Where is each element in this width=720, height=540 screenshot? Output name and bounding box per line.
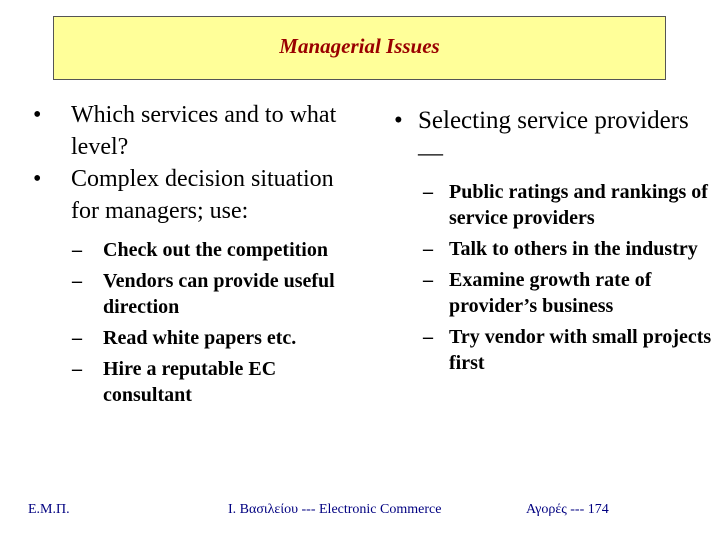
left-column — [32, 99, 352, 413]
dash-marker: – — [72, 358, 82, 380]
bullet-item — [32, 163, 352, 227]
bullet-marker: • — [394, 107, 403, 134]
sub-item — [72, 237, 352, 263]
bullet-item — [393, 104, 713, 170]
dash-marker: – — [423, 181, 433, 203]
sub-item — [72, 268, 352, 320]
slide-title-box — [53, 16, 666, 80]
dash-marker: – — [423, 238, 433, 260]
bullet-marker: • — [33, 166, 42, 192]
sub-item-text: Hire a reputable EC consultant — [103, 358, 277, 406]
sub-list — [72, 237, 352, 408]
sub-item — [423, 179, 713, 231]
sub-item — [423, 267, 713, 319]
slide-title: Managerial Issues — [279, 33, 440, 58]
sub-item-text: Vendors can provide useful direction — [103, 270, 335, 318]
dash-marker: – — [423, 269, 433, 291]
footer-author-course: Ι. Βασιλείου --- Electronic Commerce — [228, 502, 442, 517]
dash-marker: – — [72, 270, 82, 292]
bullet-text: Complex decision situation for managers; use: — [71, 166, 334, 224]
sub-item-text: Public ratings and rankings of service providers — [449, 181, 708, 229]
sub-item — [423, 324, 713, 376]
sub-item — [72, 325, 352, 351]
footer-slide-number: Αγορές --- 174 — [526, 502, 609, 517]
sub-item-text: Check out the competition — [103, 239, 328, 261]
sub-item-text: Talk to others in the industry — [449, 238, 698, 260]
bullet-item — [32, 99, 352, 163]
sub-item-text: Examine growth rate of provider’s business — [449, 269, 652, 317]
dash-marker: – — [72, 327, 82, 349]
sub-list — [423, 179, 713, 376]
dash-marker: – — [423, 326, 433, 348]
bullet-marker: • — [33, 102, 42, 128]
sub-item — [423, 236, 713, 262]
bullet-text: Selecting service providers— — [418, 107, 689, 167]
bullet-text: Which services and to what level? — [71, 102, 337, 160]
sub-item-text: Read white papers etc. — [103, 327, 297, 349]
right-column — [393, 104, 713, 381]
dash-marker: – — [72, 239, 82, 261]
sub-item — [72, 356, 352, 408]
footer-institution: Ε.Μ.Π. — [28, 502, 70, 517]
sub-item-text: Try vendor with small projects first — [449, 326, 712, 374]
